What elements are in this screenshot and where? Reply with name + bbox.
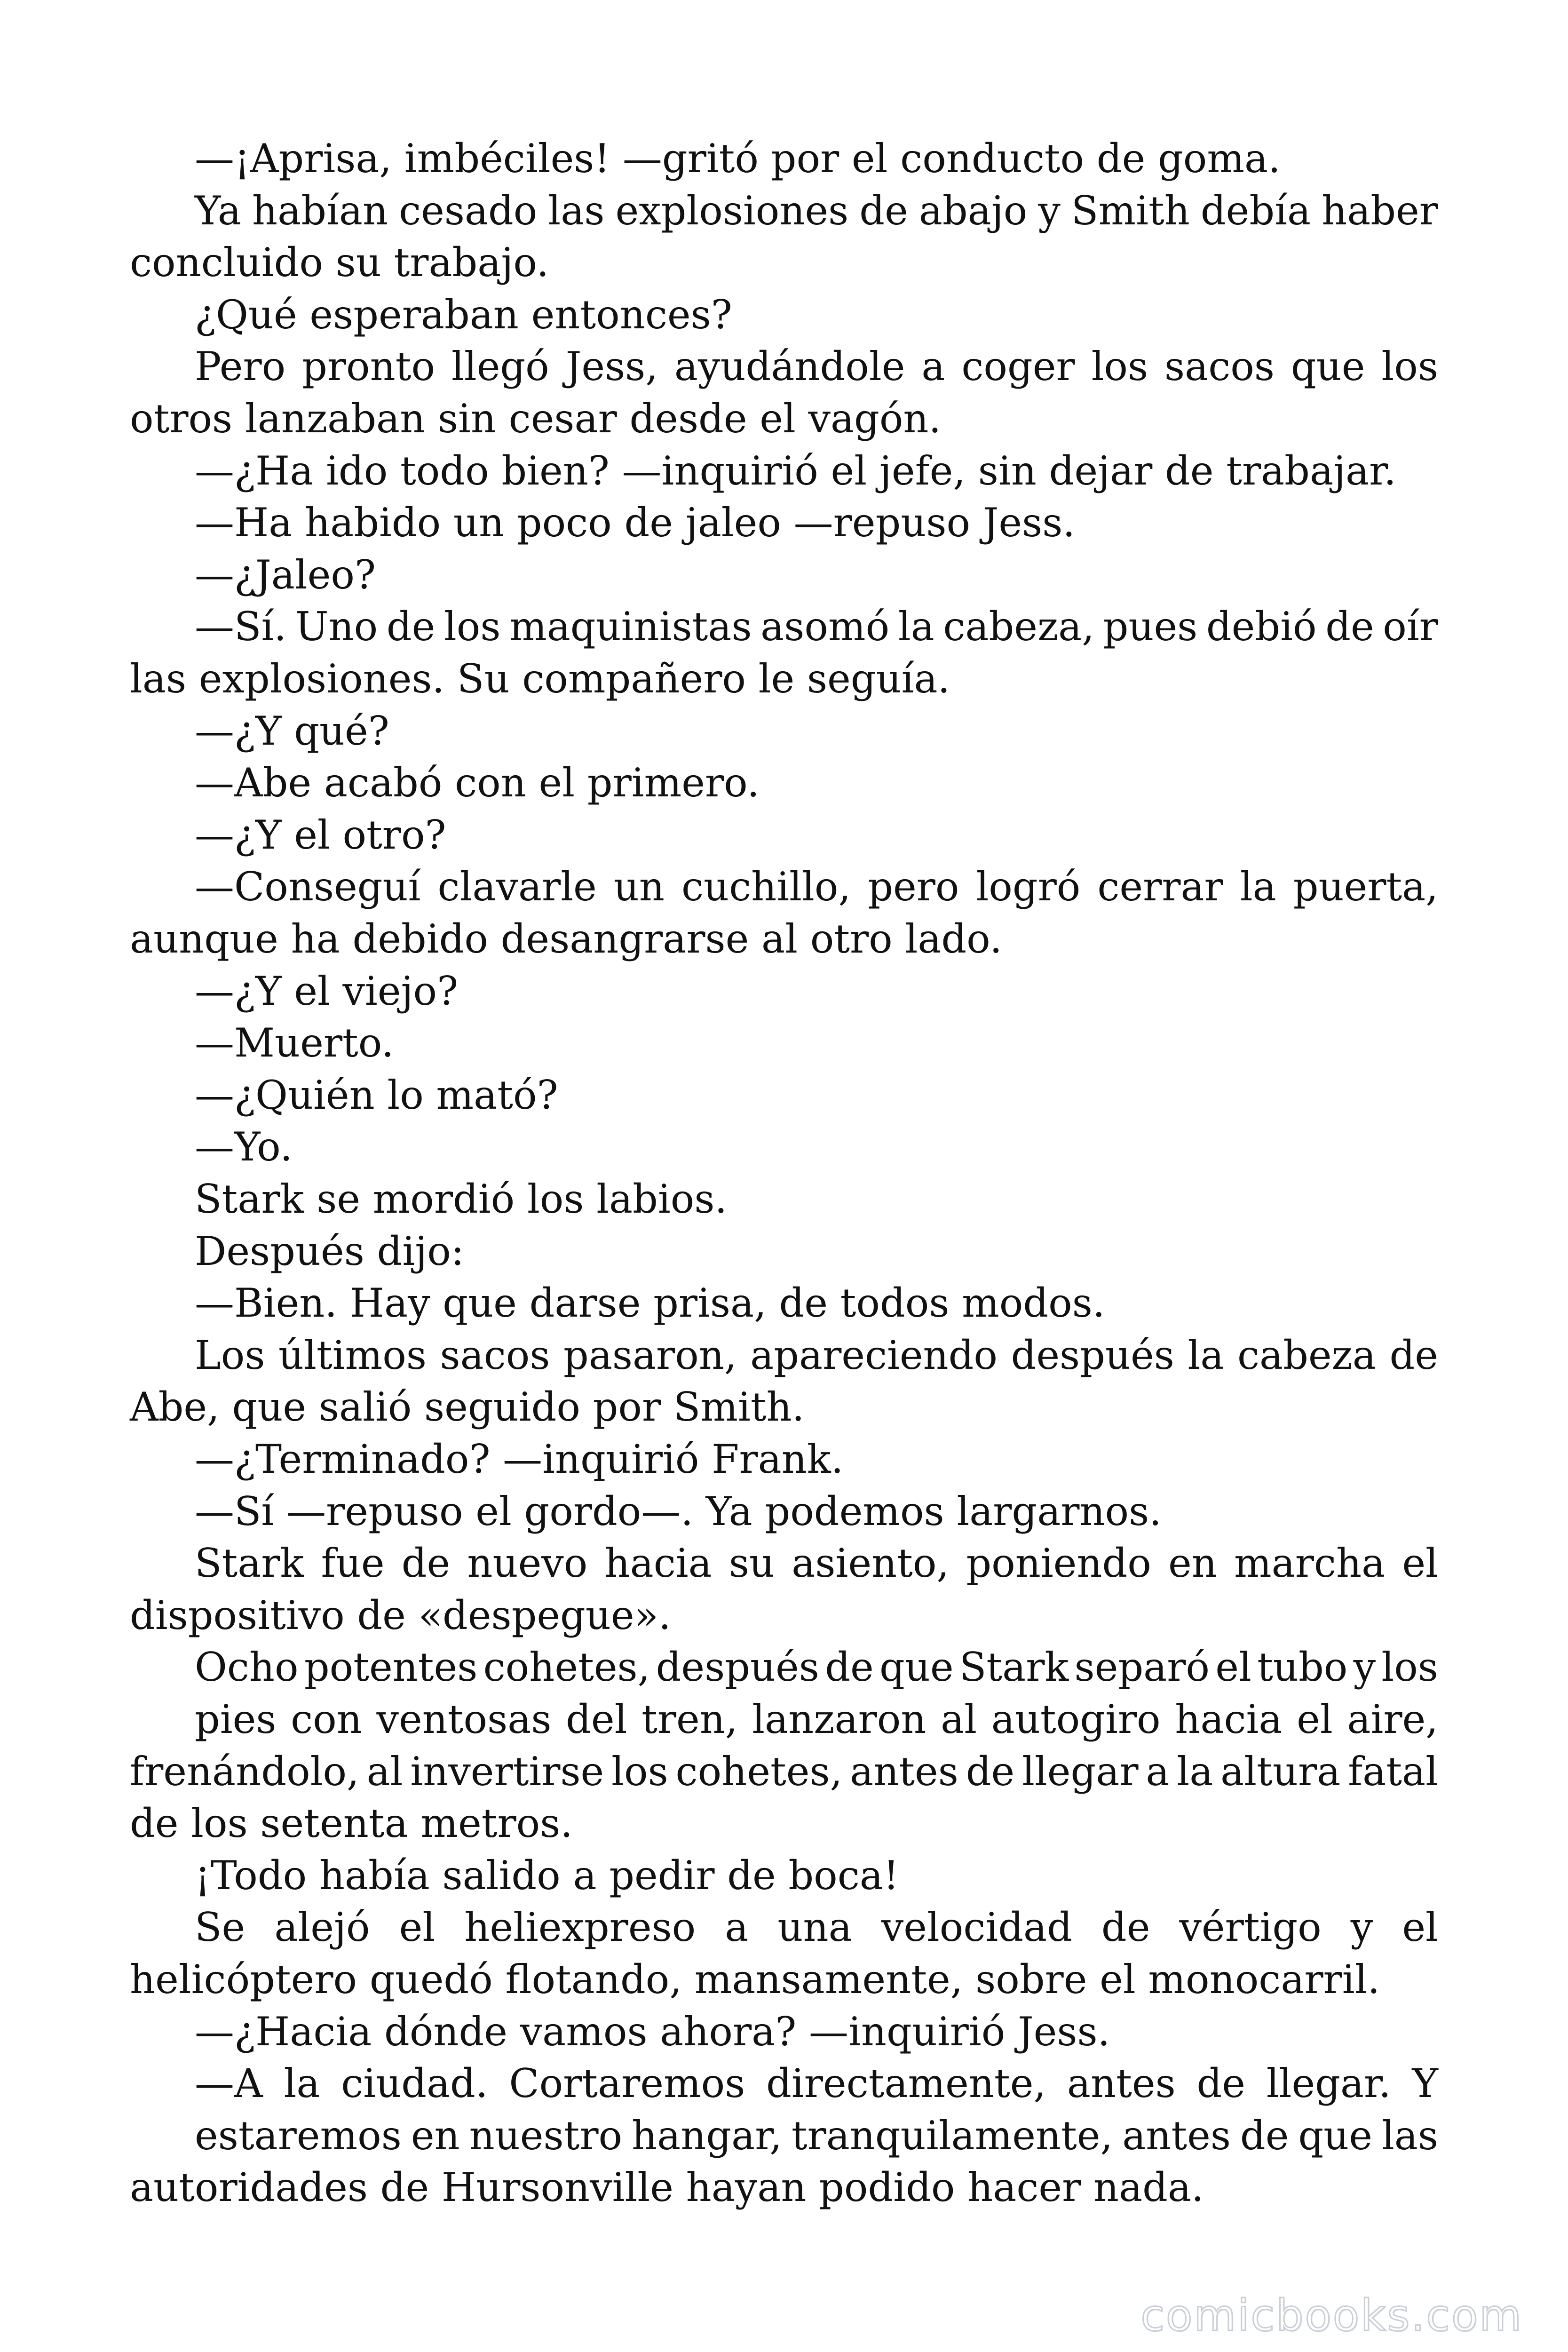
text-line: frenándolo, al invertirse los cohetes, antes de llegar a la altura fatal	[130, 1748, 1438, 1795]
text-line: Los últimos sacos pasaron, apareciendo después la cabeza de	[195, 1332, 1438, 1378]
text-line: —¿Quién lo mató?	[195, 1072, 558, 1118]
text-line: —¡Aprisa, imbéciles! —gritó por el conducto de goma.	[195, 135, 1281, 182]
text-line: —¿Jaleo?	[195, 552, 376, 598]
text-line: otros lanzaban sin cesar desde el vagón.	[130, 396, 942, 442]
text-line: Ya habían cesado las explosiones de abajo y Smith debía haber	[195, 188, 1438, 234]
text-line: ¿Qué esperaban entonces?	[195, 292, 732, 338]
text-line: —Sí. Uno de los maquinistas asomó la cabeza, pues debió de oír	[195, 604, 1438, 650]
text-line: autoridades de Hursonville hayan podido hacer nada.	[130, 2164, 1204, 2210]
text-line: —A la ciudad. Cortaremos directamente, antes de llegar. Y	[195, 2060, 1438, 2106]
text-line: —¿Y el otro?	[195, 812, 446, 858]
text-line: —Ha habido un poco de jaleo —repuso Jess.	[195, 500, 1076, 546]
text-line: concluido su trabajo.	[130, 239, 549, 286]
text-line: —Conseguí clavarle un cuchillo, pero logró cerrar la puerta,	[195, 864, 1438, 910]
text-line: Stark fue de nuevo hacia su asiento, poniendo en marcha el	[195, 1540, 1438, 1586]
text-line: Se alejó el heliexpreso a una velocidad de vértigo y el	[195, 1904, 1438, 1950]
text-line: las explosiones. Su compañero le seguía.	[130, 656, 950, 702]
text-line: —¿Y el viejo?	[195, 968, 459, 1014]
text-line: ¡Todo había salido a pedir de boca!	[195, 1852, 899, 1899]
text-line: —¿Terminado? —inquirió Frank.	[195, 1436, 844, 1482]
text-line: pies con ventosas del tren, lanzaron al autogiro hacia el aire,	[195, 1696, 1438, 1742]
text-line: —Abe acabó con el primero.	[195, 760, 760, 806]
text-line: —¿Hacia dónde vamos ahora? —inquirió Jess.	[195, 2009, 1110, 2055]
watermark: comicbooks.com	[1140, 2290, 1523, 2341]
text-line: Pero pronto llegó Jess, ayudándole a coger los sacos que los	[195, 343, 1438, 389]
text-line: dispositivo de «despegue».	[130, 1592, 671, 1638]
text-line: —¿Ha ido todo bien? —inquirió el jefe, sin dejar de trabajar.	[195, 448, 1396, 494]
text-line: —¿Y qué?	[195, 708, 389, 754]
text-line: —Muerto.	[195, 1020, 394, 1066]
text-line: Ocho potentes cohetes, después de que Stark separó el tubo y los	[195, 1644, 1438, 1690]
text-line: —Yo.	[195, 1124, 293, 1170]
text-line: Stark se mordió los labios.	[195, 1176, 728, 1222]
text-line: de los setenta metros.	[130, 1800, 573, 1846]
text-line: —Sí —repuso el gordo—. Ya podemos largarnos.	[195, 1488, 1162, 1534]
text-line: Después dijo:	[195, 1228, 465, 1274]
text-line: helicóptero quedó flotando, mansamente, sobre el monocarril.	[130, 1956, 1380, 2002]
text-line: aunque ha debido desangrarse al otro lado.	[130, 916, 1002, 962]
text-line: Abe, que salió seguido por Smith.	[130, 1384, 805, 1430]
text-line: estaremos en nuestro hangar, tranquilamente, antes de que las	[195, 2113, 1438, 2159]
text-line: —Bien. Hay que darse prisa, de todos modos.	[195, 1280, 1105, 1326]
